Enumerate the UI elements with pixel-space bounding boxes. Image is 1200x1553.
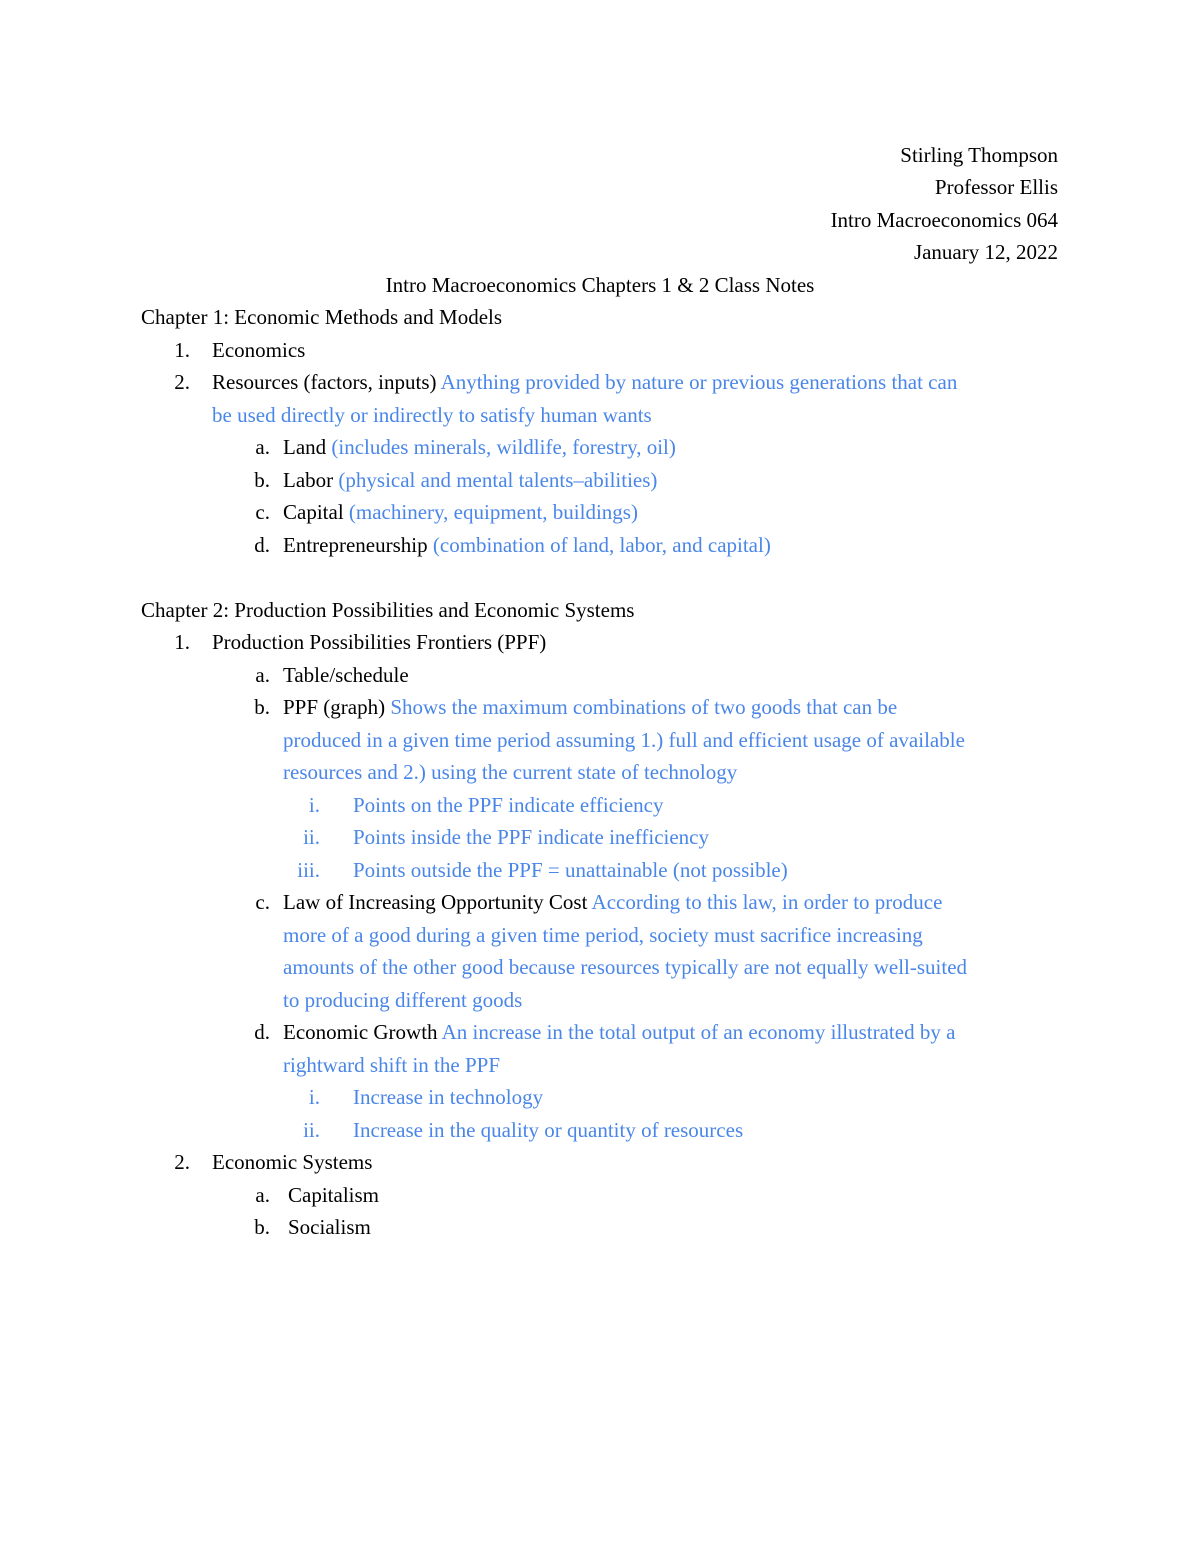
roman-item: Increase in technology [353, 1085, 544, 1109]
list-number: 1. [174, 630, 190, 654]
sublist-letter: a. [255, 1183, 270, 1207]
roman-item: Points on the PPF indicate efficiency [353, 793, 664, 817]
list-number: 2. [174, 1150, 190, 1174]
term: Resources (factors, inputs) [212, 370, 441, 394]
sublist-letter: b. [254, 695, 270, 719]
definition-continued: amounts of the other good because resources typically are not equally well-suited [283, 955, 968, 979]
roman-numeral: iii. [297, 858, 320, 882]
definition-continued: produced in a given time period assuming 1.) full and efficient usage of available [283, 728, 965, 752]
sublist-letter: a. [255, 435, 270, 459]
term: Land [283, 435, 332, 459]
sublist-item-labor [283, 467, 657, 493]
list-item-economic-systems: Economic Systems [212, 1150, 373, 1174]
term: Labor [283, 468, 339, 492]
term: Economic Growth [283, 1020, 442, 1044]
sublist-letter: a. [255, 663, 270, 687]
list-item-ppf: Production Possibilities Frontiers (PPF) [212, 630, 547, 654]
definition: Anything provided by nature or previous generations that can [440, 370, 958, 394]
sublist-item-table: Table/schedule [283, 663, 409, 687]
definition-continued: resources and 2.) using the current state of technology [283, 760, 738, 784]
roman-numeral: i. [308, 1085, 320, 1109]
sublist-item-opportunity-cost [283, 889, 942, 915]
sublist-letter: c. [255, 890, 270, 914]
term: Entrepreneurship [283, 533, 433, 557]
definition-continued: to producing different goods [283, 988, 523, 1012]
term: Law of Increasing Opportunity Cost [283, 890, 592, 914]
sublist-item-economic-growth [283, 1019, 955, 1045]
term: Capital [283, 500, 349, 524]
sublist-item-capitalism: Capitalism [288, 1183, 379, 1207]
definition: (includes minerals, wildlife, forestry, oil) [331, 435, 676, 459]
definition-continued: rightward shift in the PPF [283, 1053, 501, 1077]
chapter-2-heading: Chapter 2: Production Possibilities and Economic Systems [141, 598, 635, 622]
sublist-letter: c. [255, 500, 270, 524]
definition: Shows the maximum combinations of two goods that can be [390, 695, 898, 719]
list-number: 2. [174, 370, 190, 394]
sublist-letter: d. [254, 533, 270, 557]
roman-item: Points outside the PPF = unattainable (not possible) [353, 858, 788, 882]
sublist-item-socialism: Socialism [288, 1215, 371, 1239]
definition: An increase in the total output of an economy illustrated by a [441, 1020, 956, 1044]
definition-continued: more of a good during a given time period, society must sacrifice increasing [283, 923, 923, 947]
roman-numeral: ii. [303, 1118, 320, 1142]
sublist-item-entrepreneurship [283, 532, 771, 558]
roman-numeral: i. [308, 793, 320, 817]
definition: (machinery, equipment, buildings) [348, 500, 638, 524]
document-date: January 12, 2022 [913, 240, 1058, 264]
author-name: Stirling Thompson [900, 143, 1058, 167]
list-item-economics: Economics [212, 338, 306, 362]
professor-name: Professor Ellis [934, 175, 1058, 199]
document-title: Intro Macroeconomics Chapters 1 & 2 Class Notes [385, 273, 815, 297]
roman-item: Points inside the PPF indicate inefficiency [353, 825, 709, 849]
sublist-letter: b. [254, 1215, 270, 1239]
course-name: Intro Macroeconomics 064 [830, 208, 1058, 232]
definition: (physical and mental talents–abilities) [338, 468, 658, 492]
sublist-item-ppf-graph [283, 694, 897, 720]
sublist-letter: b. [254, 468, 270, 492]
roman-numeral: ii. [303, 825, 320, 849]
chapter-1-heading: Chapter 1: Economic Methods and Models [141, 305, 503, 329]
list-number: 1. [174, 338, 190, 362]
roman-item: Increase in the quality or quantity of resources [353, 1118, 744, 1142]
definition: (combination of land, labor, and capital) [432, 533, 771, 557]
list-item-resources [212, 369, 957, 395]
definition-continued: be used directly or indirectly to satisfy human wants [212, 403, 652, 427]
sublist-item-land [283, 434, 676, 460]
term: PPF (graph) [283, 695, 391, 719]
definition: According to this law, in order to produce [591, 890, 943, 914]
sublist-letter: d. [254, 1020, 270, 1044]
sublist-item-capital [283, 499, 638, 525]
